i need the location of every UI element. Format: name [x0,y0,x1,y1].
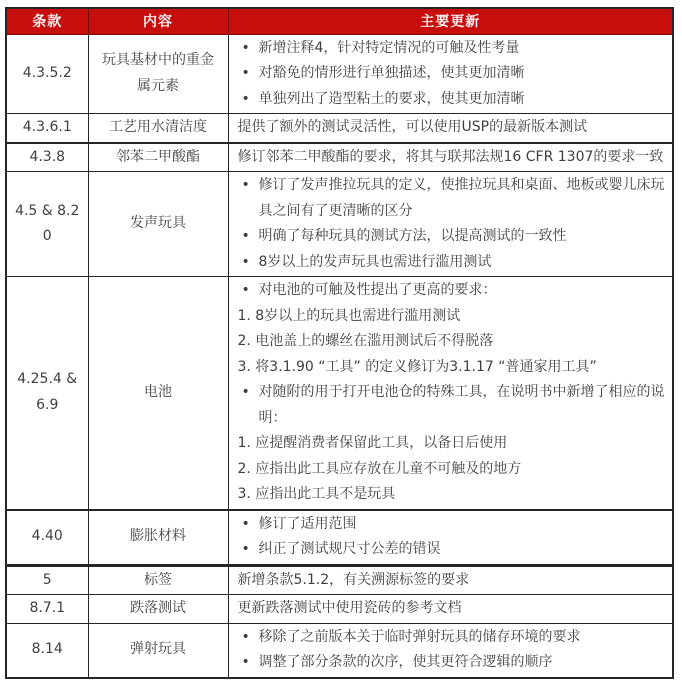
clause-cell: 8.14 [6,623,88,678]
header-content: 内容 [88,8,228,34]
update-line: • 对随附的用于打开电池仓的特殊工具，在说明书中新增了相应的说明： [229,380,667,431]
update-line: 3. 将3.1.90 “工具” 的定义修订为3.1.17 “普通家用工具” [237,358,597,375]
clause-cell: 4.25.4 & 6.9 [6,277,88,510]
table-body [6,34,673,678]
clause-cell: 4.3.6.1 [6,114,88,143]
content-cell: 跌落测试 [88,595,228,624]
content-cell: 膨胀材料 [88,510,228,566]
table-row [6,277,673,510]
clause-cell: 4.5 & 8.20 [6,172,88,277]
header-updates: 主要更新 [228,8,673,34]
content-cell: 工艺用水清洁度 [88,114,228,143]
updates-cell [228,114,673,143]
updates-cell [228,277,673,510]
clause-cell: 4.3.8 [6,143,88,172]
updates-cell [228,34,673,114]
update-line: • 对豁免的情形进行单独描述，使其更加清晰 [229,61,667,87]
update-line: • 修订了发声推拉玩具的定义，使推拉玩具和桌面、地板或婴儿床玩具之间有了更清晰的区分 [229,173,667,224]
update-line: 修订邻苯二甲酸酯的要求，将其与联邦法规16 CFR 1307的要求一致 [237,148,664,165]
updates-cell [228,510,673,566]
update-line: 1. 应提醒消费者保留此工具，以备日后使用 [237,435,508,451]
update-line: • 修订了适用范围 [229,512,667,538]
clause-cell: 4.40 [6,510,88,566]
updates-cell [228,172,673,277]
updates-cell [228,143,673,172]
standard-updates-table [5,7,674,679]
table-row [6,595,673,624]
header-row [6,8,673,34]
table-row [6,510,673,566]
clause-cell: 8.7.1 [6,595,88,624]
update-line: 提供了额外的测试灵活性，可以使用USP的最新版本测试 [237,119,588,135]
update-line: • 8岁以上的发声玩具也需进行滥用测试 [229,250,667,276]
update-line: 2. 应指出此工具应存放在儿童不可触及的地方 [237,460,522,477]
updates-cell [228,623,673,678]
table-header [6,8,673,34]
update-line: • 对电池的可触及性提出了更高的要求： [229,278,667,304]
update-line: 更新跌落测试中使用瓷砖的参考文档 [237,600,462,616]
update-line: 2. 电池盖上的螺丝在滥用测试后不得脱落 [237,333,494,349]
table-row [6,143,673,172]
update-line: • 移除了之前版本关于临时弹射玩具的储存环境的要求 [229,625,667,651]
content-cell: 邻苯二甲酸酯 [88,143,228,172]
table-row [6,623,673,678]
table-row [6,34,673,114]
update-line: • 纠正了测试规尺寸公差的错误 [229,537,667,563]
table-row [6,114,673,143]
updates-cell [228,595,673,624]
clause-cell: 4.3.5.2 [6,34,88,114]
header-clause: 条款 [6,8,88,34]
update-line: • 新增注释4，针对特定情况的可触及性考量 [229,36,667,62]
table-row [6,565,673,595]
content-cell: 发声玩具 [88,172,228,277]
table-row [6,172,673,277]
content-cell: 玩具基材中的重金属元素 [88,34,228,114]
update-line: • 明确了每种玩具的测试方法，以提高测试的一致性 [229,224,667,250]
update-line: 3. 应指出此工具不是玩具 [237,486,396,502]
content-cell: 电池 [88,277,228,510]
update-line: 新增条款5.1.2，有关溯源标签的要求 [237,571,470,588]
clause-cell: 5 [6,565,88,595]
content-cell: 标签 [88,565,228,595]
content-cell: 弹射玩具 [88,623,228,678]
updates-cell [228,565,673,595]
update-line: • 单独列出了造型粘土的要求，使其更加清晰 [229,87,667,113]
update-line: 1. 8岁以上的玩具也需进行滥用测试 [237,307,461,324]
update-line: • 调整了部分条款的次序，使其更符合逻辑的顺序 [229,650,667,676]
